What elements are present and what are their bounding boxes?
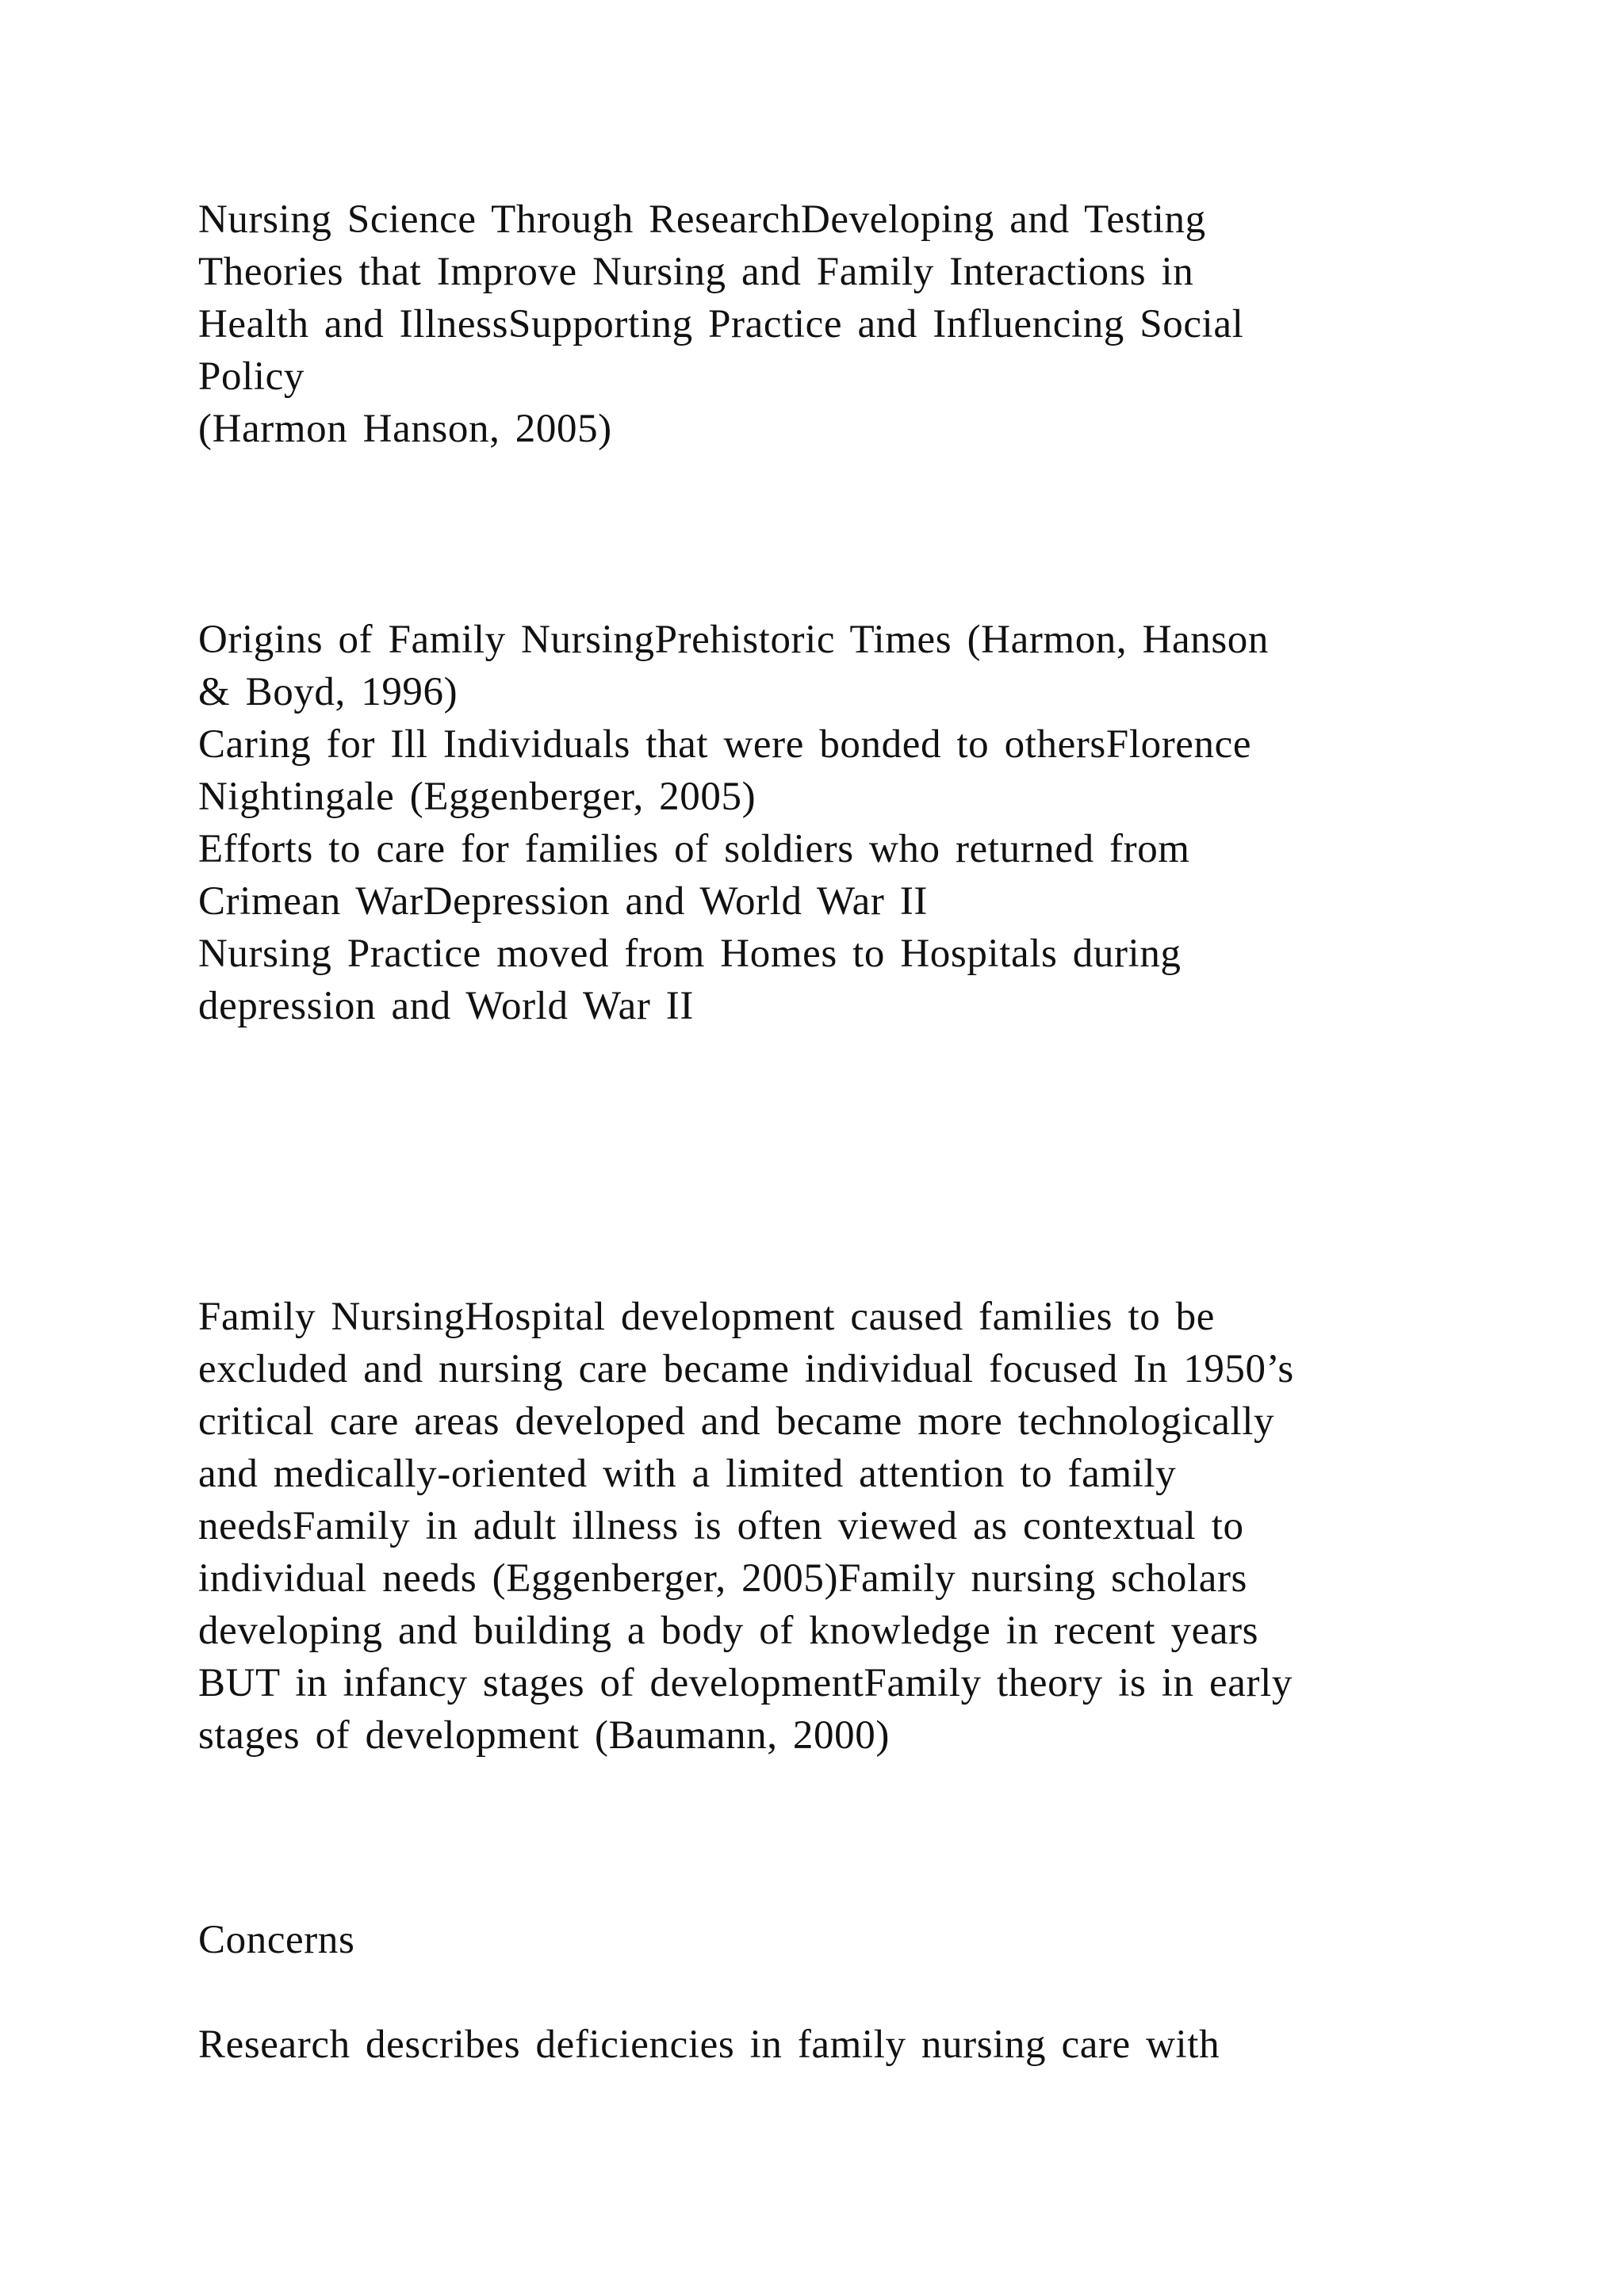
section-heading-concerns — [198, 1914, 1435, 1966]
text-line: stages of development (Baumann, 2000) — [198, 1713, 890, 1758]
text-line: Nightingale (Eggenberger, 2005) — [198, 775, 756, 819]
citation-line: (Harmon Hanson, 2005) — [198, 407, 612, 451]
text-line: excluded and nursing care became individual focused In 1950’s — [198, 1347, 1294, 1391]
text-line: Crimean WarDepression and World War II — [198, 879, 928, 924]
text-line: Theories that Improve Nursing and Family Interactions in — [198, 250, 1194, 294]
text-line: Family NursingHospital development caused families to be — [198, 1295, 1216, 1339]
text-line: & Boyd, 1996) — [198, 670, 458, 714]
text-line: Policy — [198, 354, 304, 399]
paragraph-family-nursing — [198, 1291, 1435, 1762]
heading-line: Concerns — [198, 1918, 355, 1962]
text-line: Caring for Ill Individuals that were bonded to othersFlorence — [198, 722, 1252, 767]
text-line: and medically-oriented with a limited attention to family — [198, 1452, 1177, 1496]
text-line: BUT in infancy stages of developmentFamily theory is in early — [198, 1661, 1293, 1705]
text-line: needsFamily in adult illness is often viewed as contextual to — [198, 1504, 1244, 1548]
text-line: Origins of Family NursingPrehistoric Times (Harmon, Hanson — [198, 618, 1270, 662]
text-line: depression and World War II — [198, 984, 694, 1028]
paragraph-nursing-science — [198, 193, 1435, 455]
paragraph-origins — [198, 614, 1435, 1032]
paragraph-research — [198, 2019, 1435, 2071]
text-line: Efforts to care for families of soldiers who returned from — [198, 827, 1190, 871]
text-line: Research describes deficiencies in family nursing care with — [198, 2022, 1220, 2067]
text-line: critical care areas developed and became more technologically — [198, 1399, 1275, 1444]
text-line: Health and IllnessSupporting Practice and Influencing Social — [198, 302, 1244, 346]
text-line: individual needs (Eggenberger, 2005)Family nursing scholars — [198, 1556, 1247, 1601]
text-line: developing and building a body of knowledge in recent years — [198, 1609, 1259, 1653]
text-line: Nursing Practice moved from Homes to Hospitals during — [198, 932, 1182, 976]
text-line: Nursing Science Through ResearchDeveloping and Testing — [198, 197, 1206, 242]
